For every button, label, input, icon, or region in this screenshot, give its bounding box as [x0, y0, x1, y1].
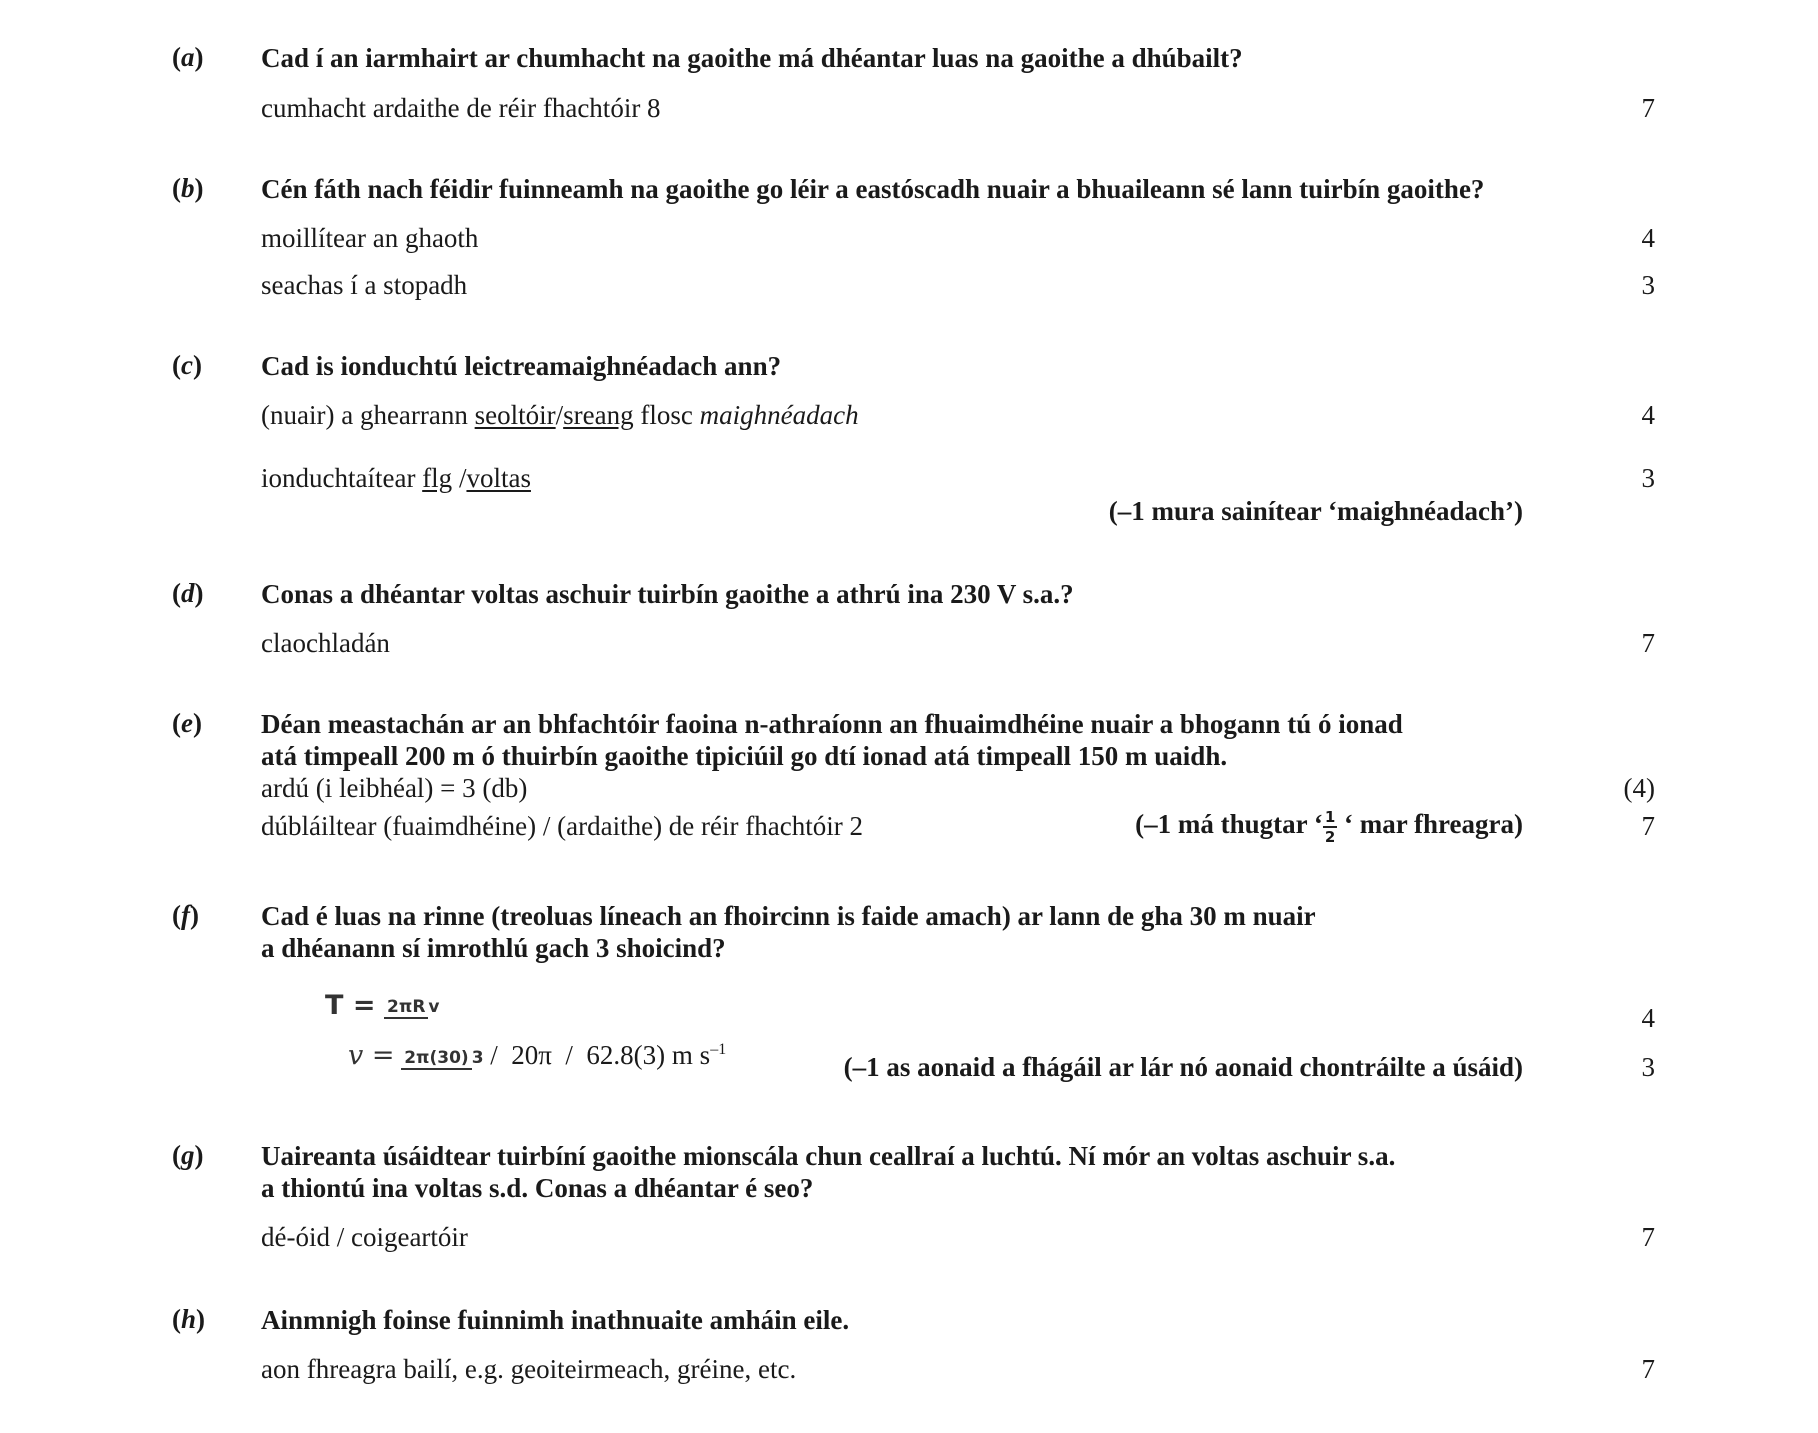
answer-h-1: aon fhreagra bailí, e.g. geoiteirmeach, gréine, etc.	[261, 1354, 797, 1384]
question-label-h: (h)	[172, 1304, 206, 1334]
question-label-c: (c)	[172, 350, 202, 380]
question-f-line-1: Cad é luas na rinne (treoluas líneach an fhoircinn is faide amach) ar lann de gha 30 m nuair	[261, 901, 1316, 931]
marks-a-1: 7	[1641, 93, 1655, 123]
marks-c-2: 3	[1641, 463, 1655, 493]
marks-f-2: 3	[1641, 1052, 1655, 1082]
question-label-b: (b)	[172, 173, 204, 203]
question-e-line-2: atá timpeall 200 m ó thuirbín gaoithe tipiciúil go dtí ionad atá timpeall 150 m uaidh.	[261, 741, 1228, 771]
answer-c-1: (nuair) a ghearrann seoltóir/sreang flosc maighnéadach	[261, 400, 859, 430]
question-e-line-1: Déan meastachán ar an bhfachtóir faoina n-athraíonn an fhuaimdhéine nuair a bhogann tú ó ionad	[261, 709, 1403, 739]
answer-e-2: dúbláiltear (fuaimdhéine) / (ardaithe) de réir fhachtóir 2	[261, 811, 863, 841]
question-label-f: (f)	[172, 900, 199, 930]
marks-e-1: (4)	[1623, 773, 1655, 803]
marks-f-1: 4	[1641, 1003, 1655, 1033]
marks-c-1: 4	[1641, 400, 1655, 430]
equation-velocity: v = 2π(30) 3 / 20π / 62.8(3) m $s^{-1}$	[348, 1040, 727, 1071]
question-label-a: (a)	[172, 42, 204, 72]
answer-d-1: claochladán	[261, 628, 390, 658]
answer-b-2: seachas í a stopadh	[261, 270, 468, 300]
marks-b-2: 3	[1641, 270, 1655, 300]
question-b: Cén fáth nach féidir fuinneamh na gaoithe go léir a eastóscadh nuair a bhuaileann sé lann tuirbín gaoithe?	[261, 174, 1485, 204]
marking-note-e: (–1 má thugtar ‘ $\frac{1}{2}$ ‘ mar fhreagra)	[1135, 807, 1523, 846]
answer-e-1: ardú (i leibhéal) = 3 (db)	[261, 773, 528, 803]
marking-note-c: (–1 mura sainítear ‘maighnéadach’)	[1108, 496, 1523, 526]
equation-period-fraction: 2πR v	[384, 997, 439, 1017]
marking-note-f: (–1 as aonaid a fhágáil ar lár nó aonaid chontráilte a úsáid)	[843, 1052, 1523, 1082]
question-h: Ainmnigh foinse fuinnimh inathnuaite amháin eile.	[261, 1305, 850, 1335]
question-f-line-2: a dhéanann sí imrothlú gach 3 shoicind?	[261, 933, 726, 963]
equation-velocity-fraction: 2π(30) 3	[401, 1048, 483, 1068]
marks-h-1: 7	[1641, 1354, 1655, 1384]
question-g-line-2: a thiontú ina voltas s.d. Conas a dhéantar é seo?	[261, 1173, 814, 1203]
marks-g-1: 7	[1641, 1222, 1655, 1252]
question-c: Cad is ionduchtú leictreamaighnéadach ann?	[261, 351, 782, 381]
answer-c-2: ionduchtaítear flg /voltas	[261, 463, 531, 493]
answer-g-1: dé-óid / coigeartóir	[261, 1222, 468, 1252]
question-label-e: (e)	[172, 708, 202, 738]
marks-d-1: 7	[1641, 628, 1655, 658]
answer-a-1: cumhacht ardaithe de réir fhachtóir 8	[261, 93, 661, 123]
answer-b-1: moillítear an ghaoth	[261, 223, 479, 253]
question-label-g: (g)	[172, 1140, 204, 1170]
marks-b-1: 4	[1641, 223, 1655, 253]
half-fraction: $\frac{1}{2}$	[1324, 807, 1336, 846]
marks-e-2: 7	[1641, 811, 1655, 841]
question-a: Cad í an iarmhairt ar chumhacht na gaoithe má dhéantar luas na gaoithe a dhúbailt?	[261, 43, 1243, 73]
equation-period: T = 2πR v	[325, 990, 440, 1021]
question-label-d: (d)	[172, 578, 204, 608]
question-g-line-1: Uaireanta úsáidtear tuirbíní gaoithe mionscála chun ceallraí a luchtú. Ní mór an voltas aschuir s.a.	[261, 1141, 1396, 1171]
question-d: Conas a dhéantar voltas aschuir tuirbín gaoithe a athrú ina 230 V s.a.?	[261, 579, 1074, 609]
